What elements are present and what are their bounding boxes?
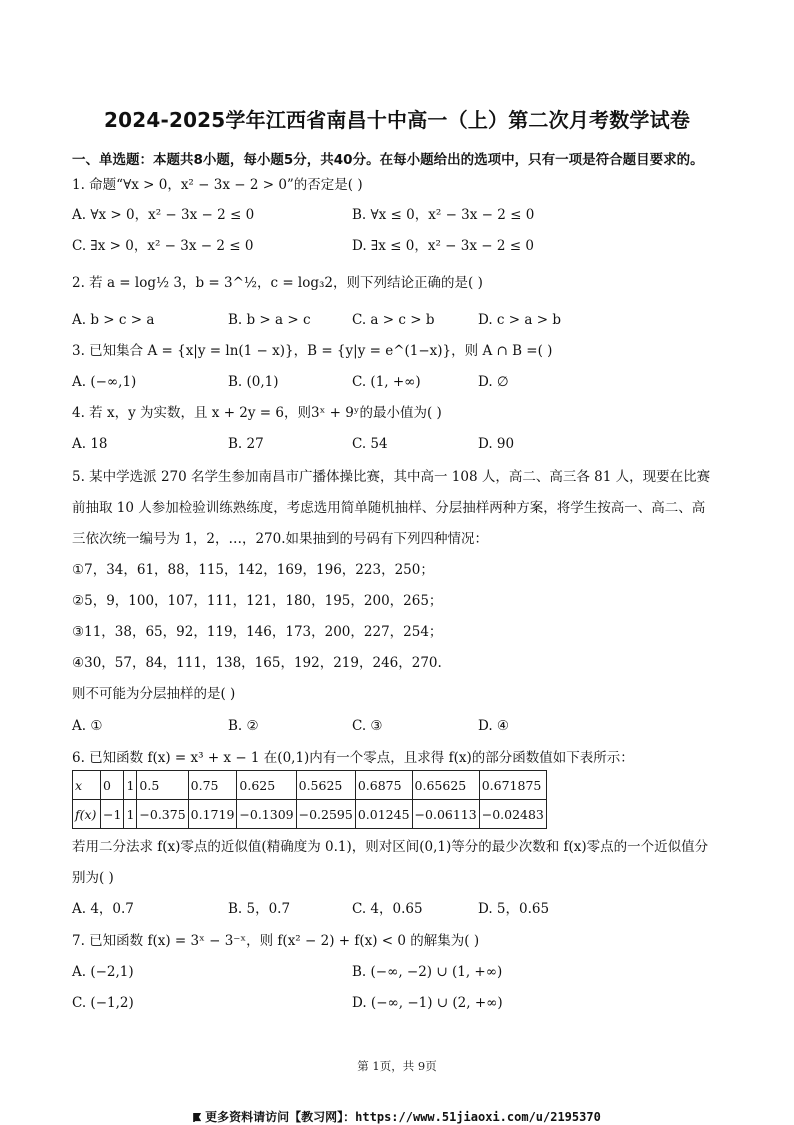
table-cell: 0.671875	[479, 771, 546, 800]
question-2-option-b: B. b > a > c	[228, 312, 311, 328]
question-6-option-d: D. 5，0.65	[478, 901, 550, 917]
table-cell: 0.75	[188, 771, 237, 800]
question-4-option-c: C. 54	[352, 436, 388, 452]
question-6-option-b: B. 5，0.7	[228, 901, 291, 917]
question-4-option-a: A. 18	[72, 436, 108, 452]
page-title: 2024-2025学年江西省南昌十中高一（上）第二次月考数学试卷	[103, 108, 691, 132]
table-cell: −0.2595	[296, 800, 355, 829]
question-5-case-4: ④30，57，84，111，138，165，192，219，246，270.	[72, 655, 442, 671]
question-7-stem: 7. 已知函数 f(x) = 3ˣ − 3⁻ˣ，则 f(x² − 2) + f(x) < 0 的解集为( )	[72, 933, 480, 949]
question-7-option-b: B. (−∞, −2) ∪ (1, +∞)	[352, 964, 503, 980]
question-5-option-c: C. ③	[352, 718, 383, 734]
table-row	[73, 800, 547, 829]
table-row	[73, 771, 547, 800]
question-5-option-a: A. ①	[72, 718, 103, 734]
question-1-option-a: A. ∀x > 0，x² − 3x − 2 ≤ 0	[72, 207, 255, 223]
function-value-table	[72, 770, 547, 829]
question-2-option-d: D. c > a > b	[478, 312, 561, 328]
question-7-option-d: D. (−∞, −1) ∪ (2, +∞)	[352, 995, 503, 1011]
question-2-stem: 2. 若 a = log½ 3，b = 3^½，c = log₃2，则下列结论正确的是( )	[72, 275, 483, 291]
question-3-stem: 3. 已知集合 A = {x|y = ln(1 − x)}，B = {y|y = e^(1−x)}，则 A ∩ B =( )	[72, 343, 553, 359]
question-6-option-c: C. 4，0.65	[352, 901, 423, 917]
question-4-option-b: B. 27	[228, 436, 264, 452]
question-5-case-3: ③11，38，65，92，119，146，173，200，227，254；	[72, 624, 443, 640]
table-cell: 0.1719	[188, 800, 237, 829]
table-cell: 0.6875	[355, 771, 412, 800]
question-5-line-2: 前抽取 10 人参加检验训练熟练度，考虑选用简单随机抽样、分层抽样两种方案，将学生按高一、高二、高	[72, 500, 706, 516]
question-1-option-d: D. ∃x ≤ 0，x² − 3x − 2 ≤ 0	[352, 238, 534, 254]
question-3-option-b: B. (0,1)	[228, 374, 279, 390]
table-cell: −0.1309	[237, 800, 296, 829]
table-cell: 1	[124, 800, 137, 829]
resource-link-banner[interactable]	[0, 1108, 794, 1125]
question-4-stem: 4. 若 x，y 为实数，且 x + 2y = 6，则3ˣ + 9ʸ的最小值为( )	[72, 405, 442, 421]
question-5-line-3: 三依次统一编号为 1，2，…，270.如果抽到的号码有下列四种情况：	[72, 531, 489, 547]
table-cell: −1	[101, 800, 124, 829]
question-5-case-2: ②5，9，100，107，111，121，180，195，200，265；	[72, 593, 443, 609]
page-number: 第 1页，共 9页	[357, 1059, 437, 1073]
question-3-option-c: C. (1, +∞)	[352, 374, 421, 390]
table-cell: −0.06113	[412, 800, 479, 829]
question-5-case-1: ①7，34，61，88，115，142，169，196，223，250；	[72, 562, 434, 578]
question-6-stem: 6. 已知函数 f(x) = x³ + x − 1 在(0,1)内有一个零点，且求得 f(x)的部分函数值如下表所示：	[72, 750, 634, 766]
question-5-line-1: 5. 某中学选派 270 名学生参加南昌市广播体操比赛，其中高一 108 人，高二、高三各 81 人，现要在比赛	[72, 469, 711, 485]
table-cell: f(x)	[73, 800, 101, 829]
table-cell: −0.02483	[479, 800, 546, 829]
question-5-ask: 则不可能为分层抽样的是( )	[72, 686, 236, 702]
table-cell: 0.5625	[296, 771, 355, 800]
table-cell: 0.625	[237, 771, 296, 800]
table-cell: x	[73, 771, 101, 800]
flag-icon	[193, 1113, 201, 1122]
question-1-option-c: C. ∃x > 0，x² − 3x − 2 ≤ 0	[72, 238, 254, 254]
table-cell: 0	[101, 771, 124, 800]
question-1-stem: 1. 命题“∀x > 0，x² − 3x − 2 > 0”的否定是( )	[72, 177, 363, 193]
question-1-option-b: B. ∀x ≤ 0，x² − 3x − 2 ≤ 0	[352, 207, 535, 223]
question-2-option-c: C. a > c > b	[352, 312, 435, 328]
question-7-option-a: A. (−2,1)	[72, 964, 134, 980]
section-heading: 一、单选题：本题共8小题，每小题5分，共40分。在每小题给出的选项中，只有一项是符合题目要求的。	[72, 152, 704, 168]
question-5-option-d: D. ④	[478, 718, 510, 734]
question-3-option-d: D. ∅	[478, 374, 509, 390]
question-4-option-d: D. 90	[478, 436, 515, 452]
question-2-option-a: A. b > c > a	[72, 312, 155, 328]
table-cell: 0.5	[137, 771, 188, 800]
question-6-option-a: A. 4，0.7	[72, 901, 134, 917]
question-3-option-a: A. (−∞,1)	[72, 374, 137, 390]
table-cell: 0.65625	[412, 771, 479, 800]
question-6-line-1: 若用二分法求 f(x)零点的近似值(精确度为 0.1)，则对区间(0,1)等分的最少次数和 f(x)零点的一个近似值分	[72, 839, 709, 855]
table-cell: 1	[124, 771, 137, 800]
question-7-option-c: C. (−1,2)	[72, 995, 134, 1011]
resource-link-text[interactable]: 更多资料请访问【教习网】：https://www.51jiaoxi.com/u/2195370	[205, 1110, 601, 1124]
question-6-line-2: 别为( )	[72, 870, 114, 886]
table-cell: 0.01245	[355, 800, 412, 829]
question-5-option-b: B. ②	[228, 718, 259, 734]
table-cell: −0.375	[137, 800, 188, 829]
